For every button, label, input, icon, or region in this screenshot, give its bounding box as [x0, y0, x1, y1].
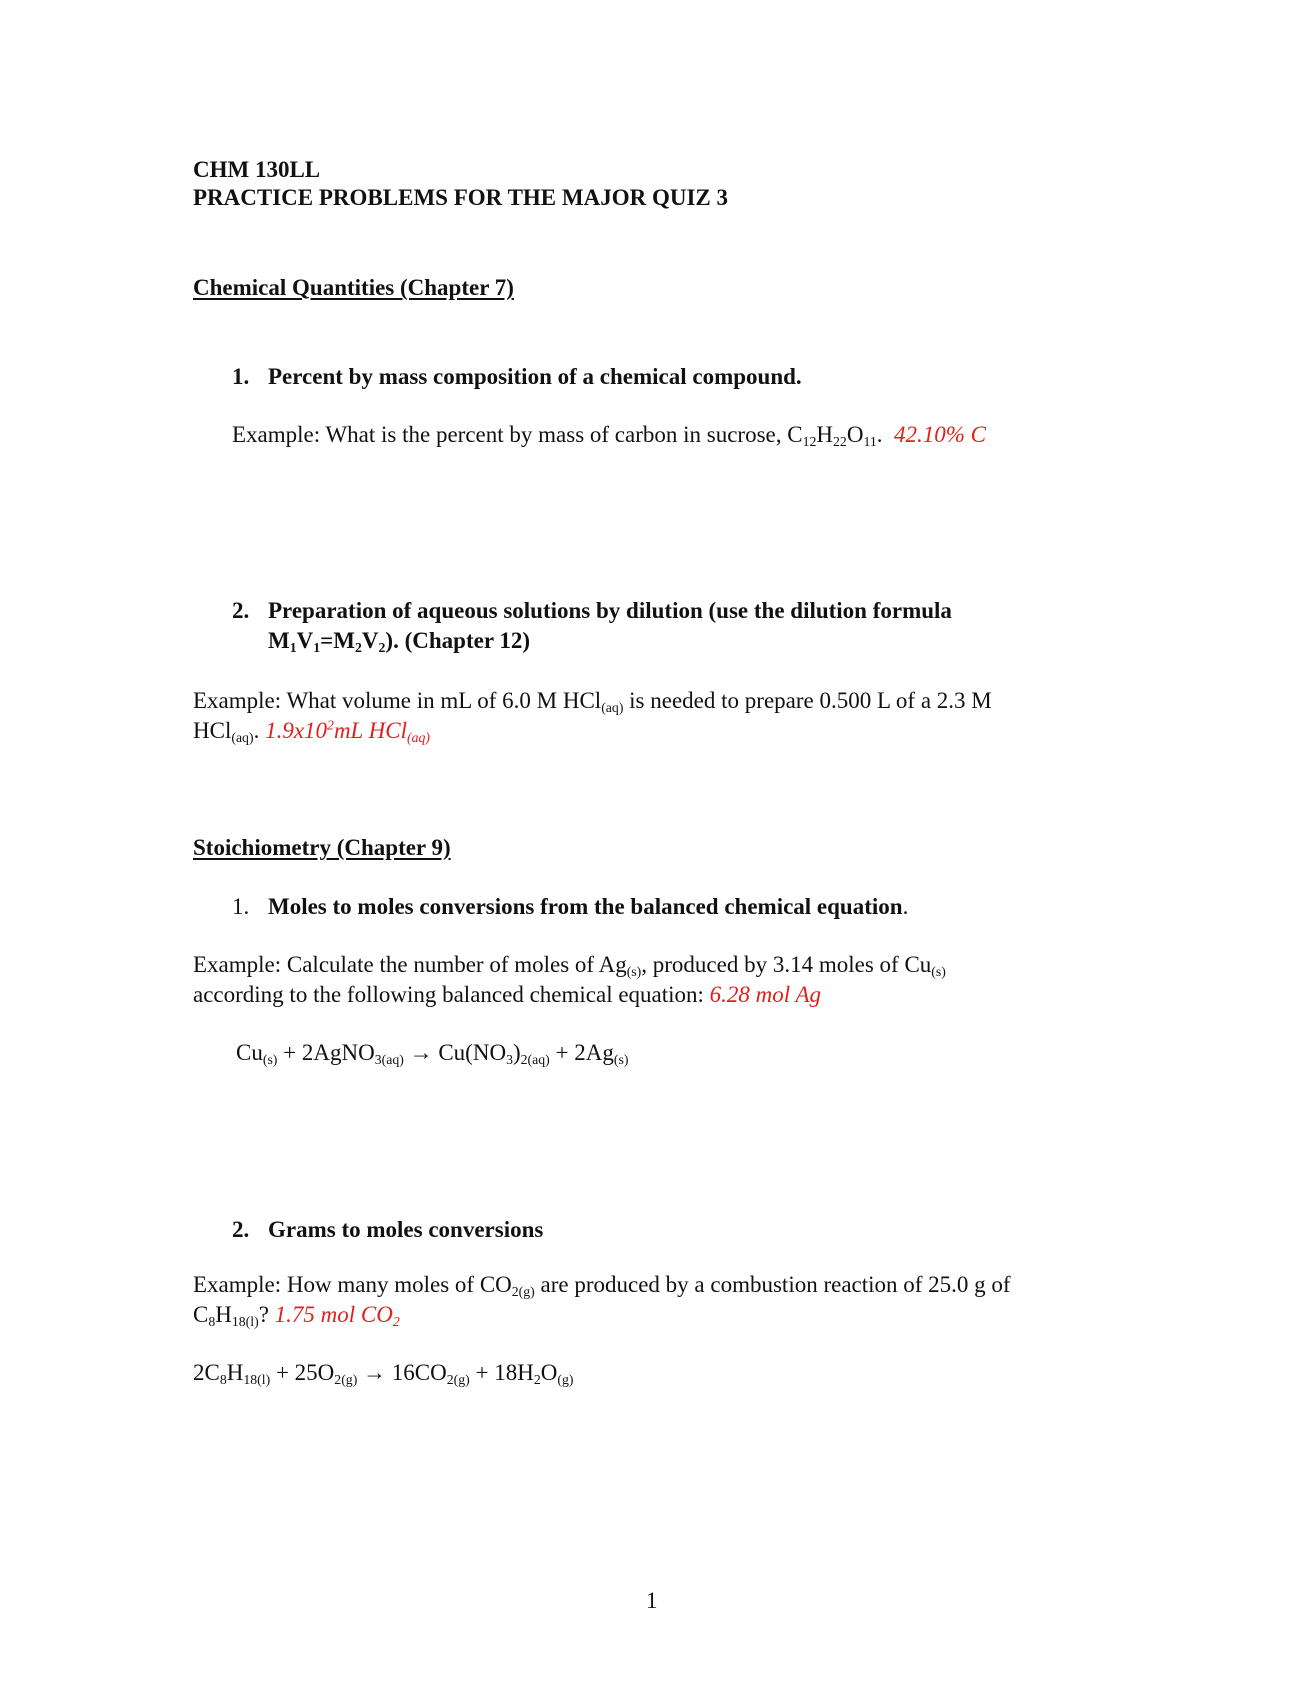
section-heading-stoichiometry: Stoichiometry (Chapter 9)	[193, 835, 451, 860]
answer: 1.75 mol $CO_2$	[274, 1302, 400, 1330]
problem-example: Example: Calculate the number of moles of $Ag_{(s)}$, produced by 3.14 moles of $Cu_{(s)}$	[193, 952, 946, 980]
problem-heading-line2: $M_1V_1=M_2V_2$). (Chapter 12)	[268, 628, 531, 656]
answer: 42.10% C	[893, 422, 986, 447]
problem-example-line2: according to the following balanced chemical equation: 6.28 mol Ag	[193, 982, 822, 1007]
problem-example: Example: How many moles of $CO_{2(g)}$ are produced by a combustion reaction of 25.0 g of	[193, 1272, 1011, 1300]
answer: $1.9x10^2mL$ HCl$_{(aq)}$	[265, 717, 431, 746]
problem-heading: 1. Moles to moles conversions from the balanced chemical equation.	[232, 894, 909, 919]
chemical-equation: $2C_8H_{18(l)} + 25O_{2(g)} \to 16CO_{2(g)} + 18H_2O_{(g)}$	[193, 1360, 574, 1388]
section-heading-chemical-quantities: Chemical Quantities (Chapter 7)	[193, 275, 514, 300]
problem-example: Example: What volume in mL of 6.0 M HCl$_{(aq)}$ is needed to prepare 0.500 L of a 2.3 M	[193, 688, 992, 716]
problem-heading: 2. Grams to moles conversions	[232, 1217, 544, 1242]
chemical-equation: $Cu_{(s)}$ + 2AgNO$_{3(aq)}$ → $Cu(NO_3)_{2(aq)} + 2Ag_{(s)}$	[236, 1040, 629, 1068]
problem-example: Example: What is the percent by mass of carbon in sucrose, $C_{12}H_{22}O_{11}$. 42.10% C	[232, 422, 986, 450]
document-title: PRACTICE PROBLEMS FOR THE MAJOR QUIZ 3	[193, 185, 729, 210]
page-number: 1	[646, 1588, 658, 1613]
problem-example-line2: $C_8H_{18(l)}$? 1.75 mol $CO_2$	[193, 1302, 400, 1330]
problem-example-line2: HCl$_{(aq)}$. $1.9x10^2mL$ HCl$_{(aq)}$	[193, 717, 431, 746]
course-code: CHM 130LL	[193, 157, 321, 182]
problem-heading: 1. Percent by mass composition of a chemical compound.	[232, 364, 802, 389]
answer: 6.28 mol Ag	[709, 982, 822, 1007]
problem-heading: 2. Preparation of aqueous solutions by dilution (use the dilution formula	[232, 598, 952, 623]
